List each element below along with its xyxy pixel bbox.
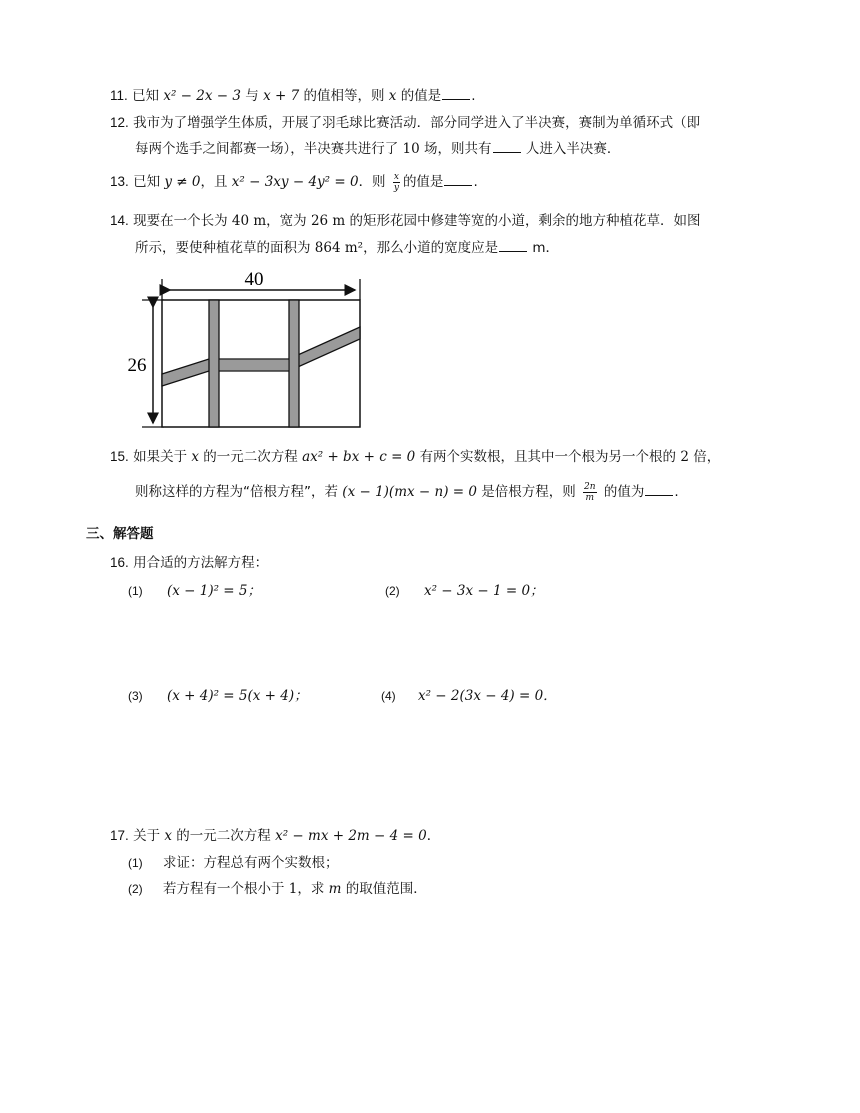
question-number: 14. bbox=[110, 213, 129, 228]
text: 用合适的方法解方程： bbox=[133, 555, 269, 571]
text: 我市为了增强学生体质，开展了羽毛球比赛活动．部分同学进入了半决赛，赛制为单循环式（即 bbox=[133, 115, 701, 131]
math-value: 26 m bbox=[310, 213, 346, 229]
question-16-part-2 bbox=[385, 579, 544, 599]
text: 关于 bbox=[133, 828, 161, 844]
question-14-line2 bbox=[135, 236, 559, 256]
question-16 bbox=[110, 551, 268, 571]
text: 所示，要使种植花草的面积为 bbox=[135, 240, 311, 256]
question-17-part-1 bbox=[128, 851, 338, 871]
text: 的值是 bbox=[400, 88, 442, 104]
question-13 bbox=[110, 170, 478, 193]
math-variable: x bbox=[164, 828, 172, 844]
part-label: (3) bbox=[128, 689, 143, 703]
text: ，那么小道的宽度应是 bbox=[363, 240, 499, 256]
vertical-road-right bbox=[289, 300, 299, 427]
question-number: 12. bbox=[110, 115, 129, 130]
text: 现要在一个长为 bbox=[133, 213, 228, 229]
answer-blank[interactable] bbox=[442, 89, 470, 100]
text: ，且 bbox=[200, 174, 228, 190]
equation: (x − 1)² = 5； bbox=[166, 583, 261, 599]
math-variable: x bbox=[388, 88, 397, 104]
math-expression: ax² + bx + c = 0 bbox=[302, 449, 416, 465]
text: . bbox=[471, 88, 476, 104]
text: 已知 bbox=[133, 174, 161, 190]
question-16-part-3 bbox=[128, 684, 308, 704]
numerator: 2n bbox=[584, 481, 596, 492]
math-number: 2 bbox=[680, 449, 689, 465]
answer-blank[interactable] bbox=[645, 485, 673, 496]
text: . bbox=[473, 174, 478, 190]
garden-figure bbox=[120, 265, 370, 430]
question-16-part-4 bbox=[381, 684, 557, 704]
section-heading: 三、解答题 bbox=[86, 526, 154, 542]
question-12 bbox=[110, 111, 700, 131]
equation: (x + 4)² = 5(x + 4)； bbox=[166, 688, 308, 704]
text: 与 bbox=[245, 88, 259, 104]
text: 的值为 bbox=[603, 484, 645, 500]
text: 的取值范围． bbox=[345, 881, 427, 897]
math-expression: x + 7 bbox=[263, 88, 300, 104]
fraction bbox=[393, 172, 400, 193]
text: 的一元二次方程 bbox=[203, 449, 298, 465]
vertical-road-left bbox=[209, 300, 219, 427]
text: 的值相等，则 bbox=[303, 88, 385, 104]
math-value: 40 m bbox=[231, 213, 267, 229]
answer-blank[interactable] bbox=[444, 175, 472, 186]
part-label: (4) bbox=[381, 689, 396, 703]
text: . bbox=[674, 484, 679, 500]
text: m． bbox=[532, 240, 560, 256]
text: 如果关于 bbox=[133, 449, 188, 465]
part-label: (2) bbox=[385, 584, 400, 598]
math-expression: x² − 2x − 3 bbox=[163, 88, 241, 104]
answer-blank[interactable] bbox=[493, 142, 521, 153]
part-label: (1) bbox=[128, 856, 143, 870]
equation: x² − 2(3x − 4) = 0． bbox=[417, 688, 557, 704]
text: 每两个选手之间都赛一场），半决赛共进行了 bbox=[135, 141, 399, 157]
denominator: m bbox=[585, 492, 595, 503]
height-label: 26 bbox=[127, 355, 147, 376]
text: 若方程有一个根小于 bbox=[162, 881, 285, 897]
math-variable: m bbox=[328, 881, 342, 897]
text: ，宽为 bbox=[266, 213, 307, 229]
question-14 bbox=[110, 209, 701, 229]
width-label: 40 bbox=[244, 269, 264, 290]
text: 人进入半决赛． bbox=[525, 141, 621, 157]
question-number: 17. bbox=[110, 828, 129, 843]
math-expression: x² − mx + 2m − 4 = 0 bbox=[275, 828, 427, 844]
numerator: x bbox=[393, 171, 399, 182]
math-expression: x² − 3xy − 4y² = 0 bbox=[231, 174, 359, 190]
question-11 bbox=[110, 84, 475, 104]
part-label: (2) bbox=[128, 882, 143, 896]
answer-blank[interactable] bbox=[499, 241, 527, 252]
question-15-line2 bbox=[135, 480, 679, 503]
question-number: 11. bbox=[110, 88, 128, 103]
equation: x² − 3x − 1 = 0； bbox=[423, 583, 544, 599]
text: 已知 bbox=[132, 88, 160, 104]
question-15 bbox=[110, 445, 720, 465]
math-number: 1 bbox=[288, 881, 298, 897]
text: 场，则共有 bbox=[424, 141, 492, 157]
text: 有两个实数根，且其中一个根为另一个根的 bbox=[419, 449, 677, 465]
math-variable: x bbox=[191, 449, 199, 465]
math-number: 10 bbox=[402, 141, 420, 157]
text: ． bbox=[426, 828, 441, 844]
question-12-line2 bbox=[135, 137, 620, 157]
math-value: 864 m² bbox=[314, 240, 364, 256]
question-17 bbox=[110, 824, 440, 844]
text: 的值是 bbox=[402, 174, 444, 190]
math-expression: y ≠ 0 bbox=[164, 174, 201, 190]
text: ．则 bbox=[358, 174, 386, 190]
part-label: (1) bbox=[128, 584, 143, 598]
denominator: y bbox=[393, 182, 399, 193]
math-expression: (x − 1)(mx − n) = 0 bbox=[342, 484, 477, 500]
fraction bbox=[583, 482, 597, 503]
question-number: 16. bbox=[110, 555, 129, 570]
text: 求证：方程总有两个实数根； bbox=[162, 855, 339, 871]
text: 是倍根方程，则 bbox=[481, 484, 576, 500]
text: ，求 bbox=[297, 881, 325, 897]
question-number: 15. bbox=[110, 449, 129, 464]
text: 的一元二次方程 bbox=[176, 828, 271, 844]
text: 的矩形花园中修建等宽的小道，剩余的地方种植花草．如图 bbox=[349, 213, 701, 229]
question-16-part-1 bbox=[128, 579, 261, 599]
text: 倍， bbox=[693, 449, 721, 465]
text: 则称这样的方程为“倍根方程”，若 bbox=[135, 484, 338, 500]
question-17-part-2 bbox=[128, 877, 427, 897]
question-number: 13. bbox=[110, 174, 129, 189]
